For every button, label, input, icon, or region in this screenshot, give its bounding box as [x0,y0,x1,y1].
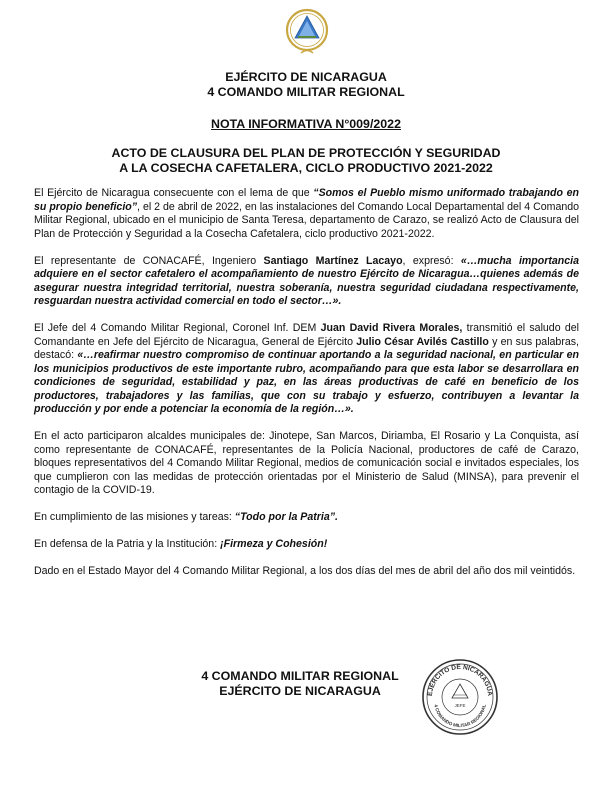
paragraph-6 [34,538,579,552]
paragraph-7: Dado en el Estado Mayor del 4 Comando Militar Regional, a los dos días del mes de abril del año dos mil veintidós. [34,565,576,577]
organization-header [0,70,612,100]
document-title [0,146,612,176]
org-name: EJÉRCITO DE NICARAGUA [225,70,387,84]
p5-text-a: En cumplimiento de las misiones y tareas: [34,511,235,523]
signature-line-2: EJÉRCITO DE NICARAGUA [219,684,381,698]
motto-todo-por-la-patria: “Todo por la Patria”. [234,511,338,523]
command-name: 4 COMANDO MILITAR REGIONAL [207,85,405,99]
stamp-outer-text: EJÉRCITO DE NICARAGUA [426,663,494,697]
signature-line-1: 4 COMANDO MILITAR REGIONAL [201,669,399,683]
p3-text-e: y en sus palabras, destacó: [34,335,579,361]
p2-text-c: , expresó: [402,254,461,267]
nicaragua-coat-of-arms-icon [285,8,329,56]
paragraph-3 [34,322,579,417]
speaker-name-conacafe: Santiago Martínez Lacayo [263,254,403,267]
document-body [34,187,579,592]
motto-firmeza-cohesion: ¡Firmeza y Cohesión! [220,538,328,550]
p3-text-a: El Jefe del 4 Comando Militar Regional, Coronel Inf. DEM [34,322,321,334]
signature-block [190,669,410,699]
p1-text-c: , el 2 de abril de 2022, en las instalaciones del Comando Local Departamental del 4 Comando Militar Regional, ubicado en el municipio de Santa Teresa, departamento de Carazo, se realizó Acto de Clausura del Plan de Protección y Seguridad a la Cosecha Cafetalera, ciclo productivo 2021-2022. [34,200,580,240]
motto-quote: “Somos el Pueblo mismo uniformado trabajando en su propio beneficio” [34,187,579,213]
paragraph-5 [34,511,579,525]
commander-in-chief-name: Julio César Avilés Castillo [356,335,489,348]
p2-text-a: El representante de CONACAFÉ, Ingeniero [34,254,264,267]
stamp-inner-text: 4 COMANDO MILITAR REGIONAL [433,703,487,729]
stamp-center-text: JEFE [454,703,466,708]
paragraph-2 [34,255,579,309]
title-line-1: ACTO DE CLAUSURA DEL PLAN DE PROTECCIÓN Y SEGURIDAD [111,146,501,160]
speaker-name-commander: Juan David Rivera Morales, [320,322,463,334]
title-line-2: A LA COSECHA CAFETALERA, CICLO PRODUCTIVO 2021-2022 [119,161,493,175]
p6-text-a: En defensa de la Patria y la Institución: [34,538,221,550]
paragraph-1 [34,187,579,241]
p3-text-c: transmitió el saludo del Comandante en Jefe del Ejército de Nicaragua, General de Ejército [34,322,580,348]
commander-quote: «…reafirmar nuestro compromiso de continuar aportando a la seguridad nacional, en particular en los municipios productivos de este importante rubro, acompañando para que esta labor se desarrollara en condiciones de seguridad, estabilidad y paz, en las áreas productivas de café en beneficio de los productores, trabajadores y las familias, que con su trabajo y esfuerzo, contribuyen a levantar la producción y por ende a potenciar la economía de la región…». [34,349,579,415]
note-number: NOTA INFORMATIVA N°009/2022 [211,117,401,131]
official-stamp-icon [420,657,500,737]
conacafe-quote: «…mucha importancia adquiere en el sector cafetalero el acompañamiento de nuestro Ejército de Nicaragua…quienes además de asegurar nuestra integridad territorial, nuestra soberanía, nuestra seguridad ciudadana respectivamente, resguardan nuestra actividad comercial en todo el sector…». [34,254,579,307]
p1-text-a: El Ejército de Nicaragua consecuente con el lema de que [34,187,314,199]
paragraph-4: En el acto participaron alcaldes municipales de: Jinotepe, San Marcos, Diriamba, El Rosario y La Conquista, así como representante de CONACAFÉ, representantes de la Policía Nacional, productores de café de Carazo, bloques representativos del 4 Comando Militar Regional, medios de comunicación social e invitados especiales, los que cumplieron con las medidas de protección orientadas por el Ministerio de Salud (MINSA), para prevenir el contagio de la COVID-19. [34,430,579,496]
